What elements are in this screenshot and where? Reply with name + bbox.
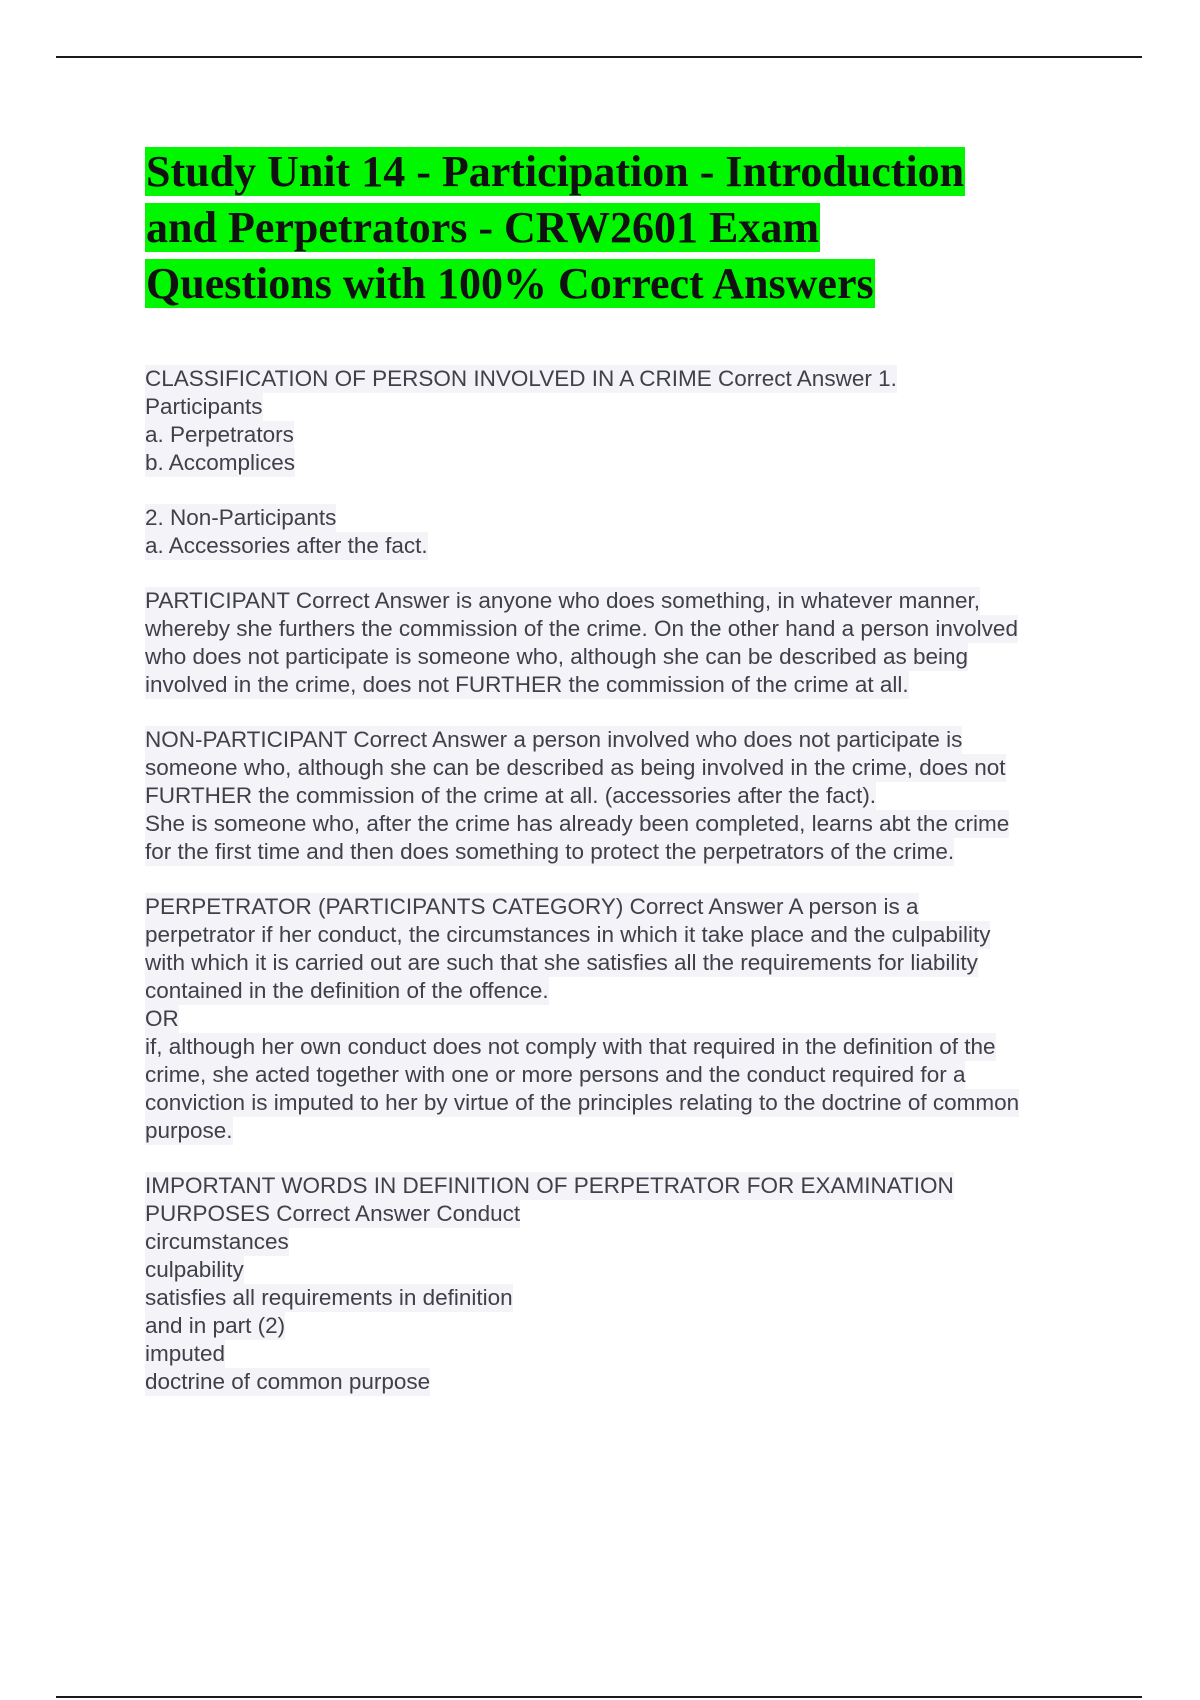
- text-line: culpability: [145, 1257, 244, 1282]
- text-line: CLASSIFICATION OF PERSON INVOLVED IN A CRIME Correct Answer 1.: [145, 366, 897, 391]
- text-line: b. Accomplices: [145, 450, 296, 475]
- qa-entry-non-participants: [145, 504, 1095, 560]
- document-title: [145, 144, 1065, 312]
- text-line: NON-PARTICIPANT Correct Answer a person involved who does not participate is: [145, 727, 963, 752]
- text-line: circumstances: [145, 1229, 289, 1254]
- title-line: Study Unit 14 - Participation - Introduction: [146, 147, 965, 196]
- text-line: PURPOSES Correct Answer Conduct: [145, 1201, 521, 1226]
- text-line: PERPETRATOR (PARTICIPANTS CATEGORY) Correct Answer A person is a: [145, 894, 919, 919]
- text-line: imputed: [145, 1341, 226, 1366]
- text-line: FURTHER the commission of the crime at all. (accessories after the fact).: [145, 783, 877, 808]
- text-line: if, although her own conduct does not comply with that required in the definition of the: [145, 1034, 996, 1059]
- text-line: doctrine of common purpose: [145, 1369, 431, 1394]
- qa-entry-perpetrator: [145, 893, 1095, 1145]
- text-line: IMPORTANT WORDS IN DEFINITION OF PERPETRATOR FOR EXAMINATION: [145, 1173, 954, 1198]
- text-line: a. Accessories after the fact.: [145, 533, 428, 558]
- text-line: with which it is carried out are such that she satisfies all the requirements for liability: [145, 950, 978, 975]
- title-line: Questions with 100% Correct Answers: [146, 259, 874, 308]
- text-line: satisfies all requirements in definition: [145, 1285, 513, 1310]
- text-line: a. Perpetrators: [145, 422, 294, 447]
- text-line: whereby she furthers the commission of the crime. On the other hand a person involved: [145, 616, 1018, 641]
- text-line: Participants: [145, 394, 263, 419]
- header-rule: [56, 56, 1142, 58]
- text-line: someone who, although she can be described as being involved in the crime, does not: [145, 755, 1006, 780]
- text-line: 2. Non-Participants: [145, 505, 337, 530]
- qa-entry-important-words: [145, 1172, 1095, 1396]
- title-line: and Perpetrators - CRW2601 Exam: [146, 203, 820, 252]
- qa-entry-non-participant: [145, 726, 1095, 866]
- text-line: contained in the definition of the offence.: [145, 978, 549, 1003]
- footer-rule: [56, 1696, 1142, 1698]
- qa-entry-participant: [145, 587, 1095, 699]
- text-line: who does not participate is someone who, although she can be described as being: [145, 644, 969, 669]
- text-line: OR: [145, 1006, 179, 1031]
- qa-entry-classification: [145, 365, 1095, 477]
- text-line: crime, she acted together with one or more persons and the conduct required for a: [145, 1062, 966, 1087]
- text-line: and in part (2): [145, 1313, 286, 1338]
- text-line: for the first time and then does something to protect the perpetrators of the crime.: [145, 839, 955, 864]
- text-line: conviction is imputed to her by virtue of the principles relating to the doctrine of common: [145, 1090, 1020, 1115]
- document-body: [145, 365, 1095, 1423]
- text-line: She is someone who, after the crime has already been completed, learns abt the crime: [145, 811, 1010, 836]
- text-line: perpetrator if her conduct, the circumstances in which it take place and the culpability: [145, 922, 991, 947]
- text-line: involved in the crime, does not FURTHER the commission of the crime at all.: [145, 672, 909, 697]
- text-line: purpose.: [145, 1118, 233, 1143]
- text-line: PARTICIPANT Correct Answer is anyone who does something, in whatever manner,: [145, 588, 980, 613]
